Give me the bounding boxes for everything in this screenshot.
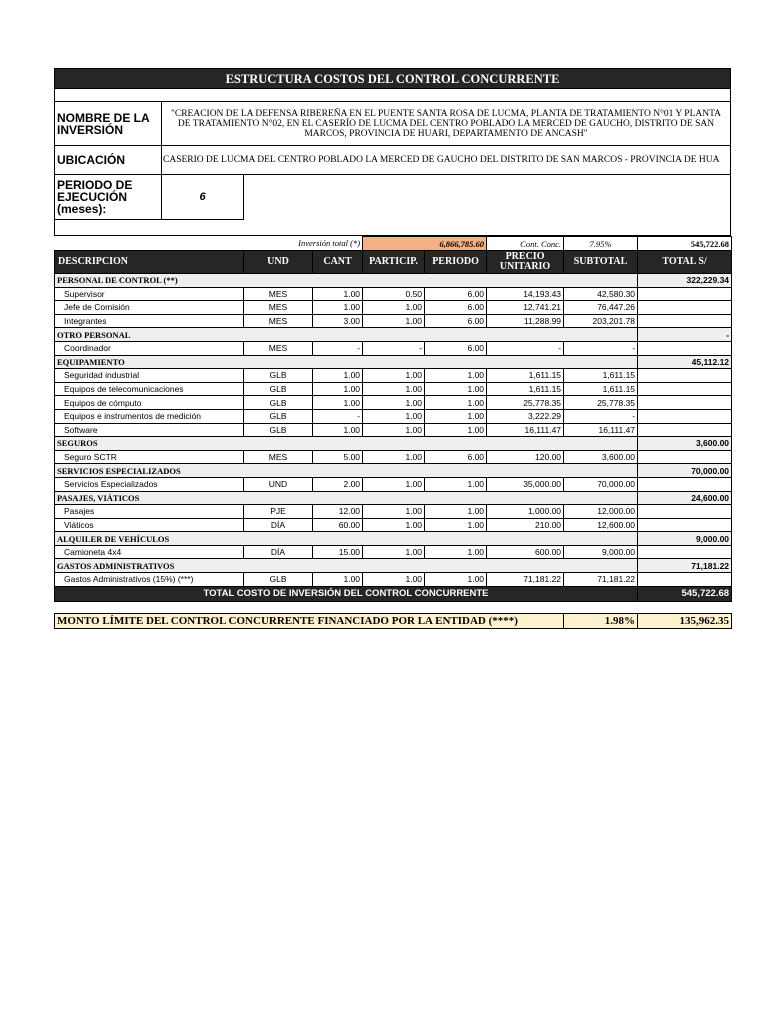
monto-row: [55, 613, 732, 628]
item-periodo: 1.00: [425, 382, 487, 396]
item-total: [638, 369, 732, 383]
section-row: [55, 274, 732, 288]
col-descripcion: DESCRIPCION: [55, 251, 244, 274]
item-particip: 1.00: [363, 314, 425, 328]
item-subtotal: 12,000.00: [564, 505, 638, 519]
item-cant: 1.00: [313, 287, 363, 301]
item-und: GLB: [244, 382, 313, 396]
item-und: GLB: [244, 396, 313, 410]
item-precio: 600.00: [487, 545, 564, 559]
section-name: GASTOS ADMINISTRATIVOS: [55, 559, 638, 573]
table-row: [55, 450, 732, 464]
item-und: MES: [244, 314, 313, 328]
item-desc: Integrantes: [55, 314, 244, 328]
section-row: [55, 491, 732, 505]
item-total: [638, 477, 732, 491]
item-desc: Gastos Administrativos (15%) (***): [55, 573, 244, 587]
item-und: UND: [244, 477, 313, 491]
section-name: ALQUILER DE VEHÍCULOS: [55, 532, 638, 546]
item-precio: 14,193.43: [487, 287, 564, 301]
monto-pct: 1.98%: [564, 613, 638, 628]
item-precio: 25,778.35: [487, 396, 564, 410]
col-particip: PARTICIP.: [363, 251, 425, 274]
cont-conc-label: Cont. Conc.: [487, 237, 564, 251]
section-total: 9,000.00: [638, 532, 732, 546]
item-desc: Camioneta 4x4: [55, 545, 244, 559]
item-und: GLB: [244, 423, 313, 437]
item-cant: 1.00: [313, 301, 363, 315]
item-und: PJE: [244, 505, 313, 519]
section-row: [55, 328, 732, 342]
section-row: [55, 464, 732, 478]
item-particip: 1.00: [363, 301, 425, 315]
item-subtotal: 12,600.00: [564, 518, 638, 532]
col-und: UND: [244, 251, 313, 274]
item-und: MES: [244, 341, 313, 355]
table-row: [55, 301, 732, 315]
col-precio: PRECIO UNITARIO: [487, 251, 564, 274]
item-und: GLB: [244, 573, 313, 587]
item-total: [638, 396, 732, 410]
section-total: 45,112.12: [638, 355, 732, 369]
item-subtotal: 71,181.22: [564, 573, 638, 587]
item-cant: -: [313, 409, 363, 423]
cost-table: [54, 236, 732, 629]
grand-total-value: 545,722.68: [638, 586, 732, 601]
item-particip: 1.00: [363, 382, 425, 396]
item-desc: Servicios Especializados: [55, 477, 244, 491]
item-periodo: 1.00: [425, 573, 487, 587]
item-periodo: 6.00: [425, 301, 487, 315]
item-precio: 1,000.00: [487, 505, 564, 519]
section-row: [55, 559, 732, 573]
item-und: DÍA: [244, 518, 313, 532]
item-periodo: 1.00: [425, 423, 487, 437]
item-cant: 15.00: [313, 545, 363, 559]
periodo-label: PERIODO DE EJECUCIÓN (meses):: [55, 175, 162, 220]
nombre-row: [55, 101, 730, 145]
col-total: TOTAL S/: [638, 251, 732, 274]
item-periodo: 1.00: [425, 518, 487, 532]
item-total: [638, 423, 732, 437]
item-cant: 2.00: [313, 477, 363, 491]
item-total: [638, 518, 732, 532]
col-subtotal: SUBTOTAL: [564, 251, 638, 274]
item-periodo: 1.00: [425, 505, 487, 519]
item-desc: Seguridad industrial: [55, 369, 244, 383]
item-precio: 71,181.22: [487, 573, 564, 587]
section-name: SEGUROS: [55, 437, 638, 451]
item-precio: 35,000.00: [487, 477, 564, 491]
item-cant: 5.00: [313, 450, 363, 464]
item-und: DÍA: [244, 545, 313, 559]
item-subtotal: -: [564, 341, 638, 355]
blank-row: [55, 601, 732, 613]
item-total: [638, 573, 732, 587]
section-name: SERVICIOS ESPECIALIZADOS: [55, 464, 638, 478]
item-subtotal: 70,000.00: [564, 477, 638, 491]
table-row: [55, 382, 732, 396]
item-subtotal: 203,201.78: [564, 314, 638, 328]
item-precio: 1,611.15: [487, 382, 564, 396]
monto-label: MONTO LÍMITE DEL CONTROL CONCURRENTE FINANCIADO POR LA ENTIDAD (****): [55, 613, 564, 628]
item-total: [638, 287, 732, 301]
item-particip: 1.00: [363, 423, 425, 437]
item-total: [638, 409, 732, 423]
ubicacion-row: [55, 145, 730, 174]
item-periodo: 6.00: [425, 314, 487, 328]
item-cant: 1.00: [313, 423, 363, 437]
item-und: MES: [244, 301, 313, 315]
item-particip: 1.00: [363, 369, 425, 383]
item-total: [638, 341, 732, 355]
ubicacion-value: CASERIO DE LUCMA DEL CENTRO POBLADO LA MERCED DE GAUCHO DEL DISTRITO DE SAN MARCOS - PROVINCIA DE HUA: [163, 155, 720, 165]
item-cant: -: [313, 341, 363, 355]
section-name: EQUIPAMIENTO: [55, 355, 638, 369]
item-cant: 1.00: [313, 396, 363, 410]
section-name: PERSONAL DE CONTROL (**): [55, 274, 638, 288]
item-subtotal: 25,778.35: [564, 396, 638, 410]
item-cant: 60.00: [313, 518, 363, 532]
table-row: [55, 287, 732, 301]
item-particip: 1.00: [363, 518, 425, 532]
cont-conc-total: 545,722.68: [638, 237, 732, 251]
item-precio: 1,611.15: [487, 369, 564, 383]
item-cant: 3.00: [313, 314, 363, 328]
item-precio: 3,222.29: [487, 409, 564, 423]
item-desc: Seguro SCTR: [55, 450, 244, 464]
item-desc: Software: [55, 423, 244, 437]
table-row: [55, 396, 732, 410]
item-precio: -: [487, 341, 564, 355]
item-und: MES: [244, 287, 313, 301]
item-desc: Supervisor: [55, 287, 244, 301]
item-cant: 12.00: [313, 505, 363, 519]
item-total: [638, 450, 732, 464]
item-desc: Coordinador: [55, 341, 244, 355]
item-subtotal: 1,611.15: [564, 382, 638, 396]
table-row: [55, 545, 732, 559]
monto-value: 135,962.35: [638, 613, 732, 628]
item-desc: Viáticos: [55, 518, 244, 532]
section-row: [55, 355, 732, 369]
item-subtotal: 16,111.47: [564, 423, 638, 437]
item-periodo: 1.00: [425, 545, 487, 559]
item-particip: 1.00: [363, 409, 425, 423]
item-total: [638, 382, 732, 396]
grand-total-label: TOTAL COSTO DE INVERSIÓN DEL CONTROL CONCURRENTE: [55, 586, 638, 601]
item-und: GLB: [244, 369, 313, 383]
item-periodo: 1.00: [425, 409, 487, 423]
item-precio: 16,111.47: [487, 423, 564, 437]
sheet-title: ESTRUCTURA COSTOS DEL CONTROL CONCURRENTE: [54, 68, 731, 89]
item-subtotal: 1,611.15: [564, 369, 638, 383]
table-row: [55, 409, 732, 423]
item-cant: 1.00: [313, 573, 363, 587]
item-subtotal: 76,447.26: [564, 301, 638, 315]
item-desc: Equipos e instrumentos de medición: [55, 409, 244, 423]
item-subtotal: -: [564, 409, 638, 423]
item-particip: 1.00: [363, 573, 425, 587]
cost-sheet: [54, 68, 731, 629]
item-particip: -: [363, 341, 425, 355]
table-row: [55, 477, 732, 491]
item-particip: 1.00: [363, 477, 425, 491]
nombre-label: NOMBRE DE LA INVERSIÓN: [55, 102, 162, 145]
item-subtotal: 3,600.00: [564, 450, 638, 464]
section-total: 322,229.34: [638, 274, 732, 288]
col-periodo: PERIODO: [425, 251, 487, 274]
section-row: [55, 437, 732, 451]
item-total: [638, 314, 732, 328]
item-desc: Jefe de Comisión: [55, 301, 244, 315]
item-und: GLB: [244, 409, 313, 423]
item-cant: 1.00: [313, 369, 363, 383]
item-precio: 11,288.99: [487, 314, 564, 328]
item-total: [638, 505, 732, 519]
cont-conc-pct: 7.95%: [564, 237, 638, 251]
item-periodo: 6.00: [425, 287, 487, 301]
table-row: [55, 423, 732, 437]
item-periodo: 1.00: [425, 369, 487, 383]
table-row: [55, 369, 732, 383]
item-total: [638, 301, 732, 315]
item-periodo: 6.00: [425, 450, 487, 464]
table-row: [55, 518, 732, 532]
item-cant: 1.00: [313, 382, 363, 396]
item-precio: 210.00: [487, 518, 564, 532]
section-total: 70,000.00: [638, 464, 732, 478]
ubicacion-label: UBICACIÓN: [55, 146, 162, 174]
col-cant: CANT: [313, 251, 363, 274]
item-periodo: 6.00: [425, 341, 487, 355]
item-subtotal: 9,000.00: [564, 545, 638, 559]
section-row: [55, 532, 732, 546]
item-particip: 1.00: [363, 396, 425, 410]
table-header: [55, 251, 732, 274]
table-row: [55, 505, 732, 519]
section-name: PASAJES, VIÁTICOS: [55, 491, 638, 505]
item-particip: 1.00: [363, 545, 425, 559]
item-periodo: 1.00: [425, 477, 487, 491]
item-particip: 1.00: [363, 505, 425, 519]
info-box: [54, 89, 731, 236]
table-row: [55, 573, 732, 587]
section-total: -: [638, 328, 732, 342]
section-total: 3,600.00: [638, 437, 732, 451]
item-precio: 12,741.21: [487, 301, 564, 315]
inversion-row: [55, 237, 732, 251]
item-subtotal: 42,580.30: [564, 287, 638, 301]
periodo-value: 6: [162, 175, 244, 220]
item-und: MES: [244, 450, 313, 464]
section-name: OTRO PERSONAL: [55, 328, 638, 342]
item-desc: Equipos de telecomunicaciones: [55, 382, 244, 396]
periodo-row: [55, 174, 730, 221]
item-precio: 120.00: [487, 450, 564, 464]
item-particip: 1.00: [363, 450, 425, 464]
item-total: [638, 545, 732, 559]
inversion-label: Inversión total (*): [298, 238, 361, 249]
section-total: 24,600.00: [638, 491, 732, 505]
item-particip: 0.50: [363, 287, 425, 301]
item-desc: Pasajes: [55, 505, 244, 519]
nombre-value: "CREACION DE LA DEFENSA RIBEREÑA EN EL PUENTE SANTA ROSA DE LUCMA, PLANTA DE TRATAMIENTO N°01 Y PLANTA DE TRATAMIENTO N°02, EN EL CASERÍO DE LUCMA DEL CENTRO POBLADO LA MERCED DE GAUCHO, DISTRITO DE SAN MARCOS, PROVINCIA DE HUARI, DEPARTAMENTO DE ANCASH": [170, 108, 722, 139]
inversion-value: 6,866,785.60: [363, 237, 487, 251]
section-total: 71,181.22: [638, 559, 732, 573]
item-periodo: 1.00: [425, 396, 487, 410]
item-desc: Equipos de cómputo: [55, 396, 244, 410]
table-row: [55, 341, 732, 355]
grand-total-row: [55, 586, 732, 601]
table-row: [55, 314, 732, 328]
